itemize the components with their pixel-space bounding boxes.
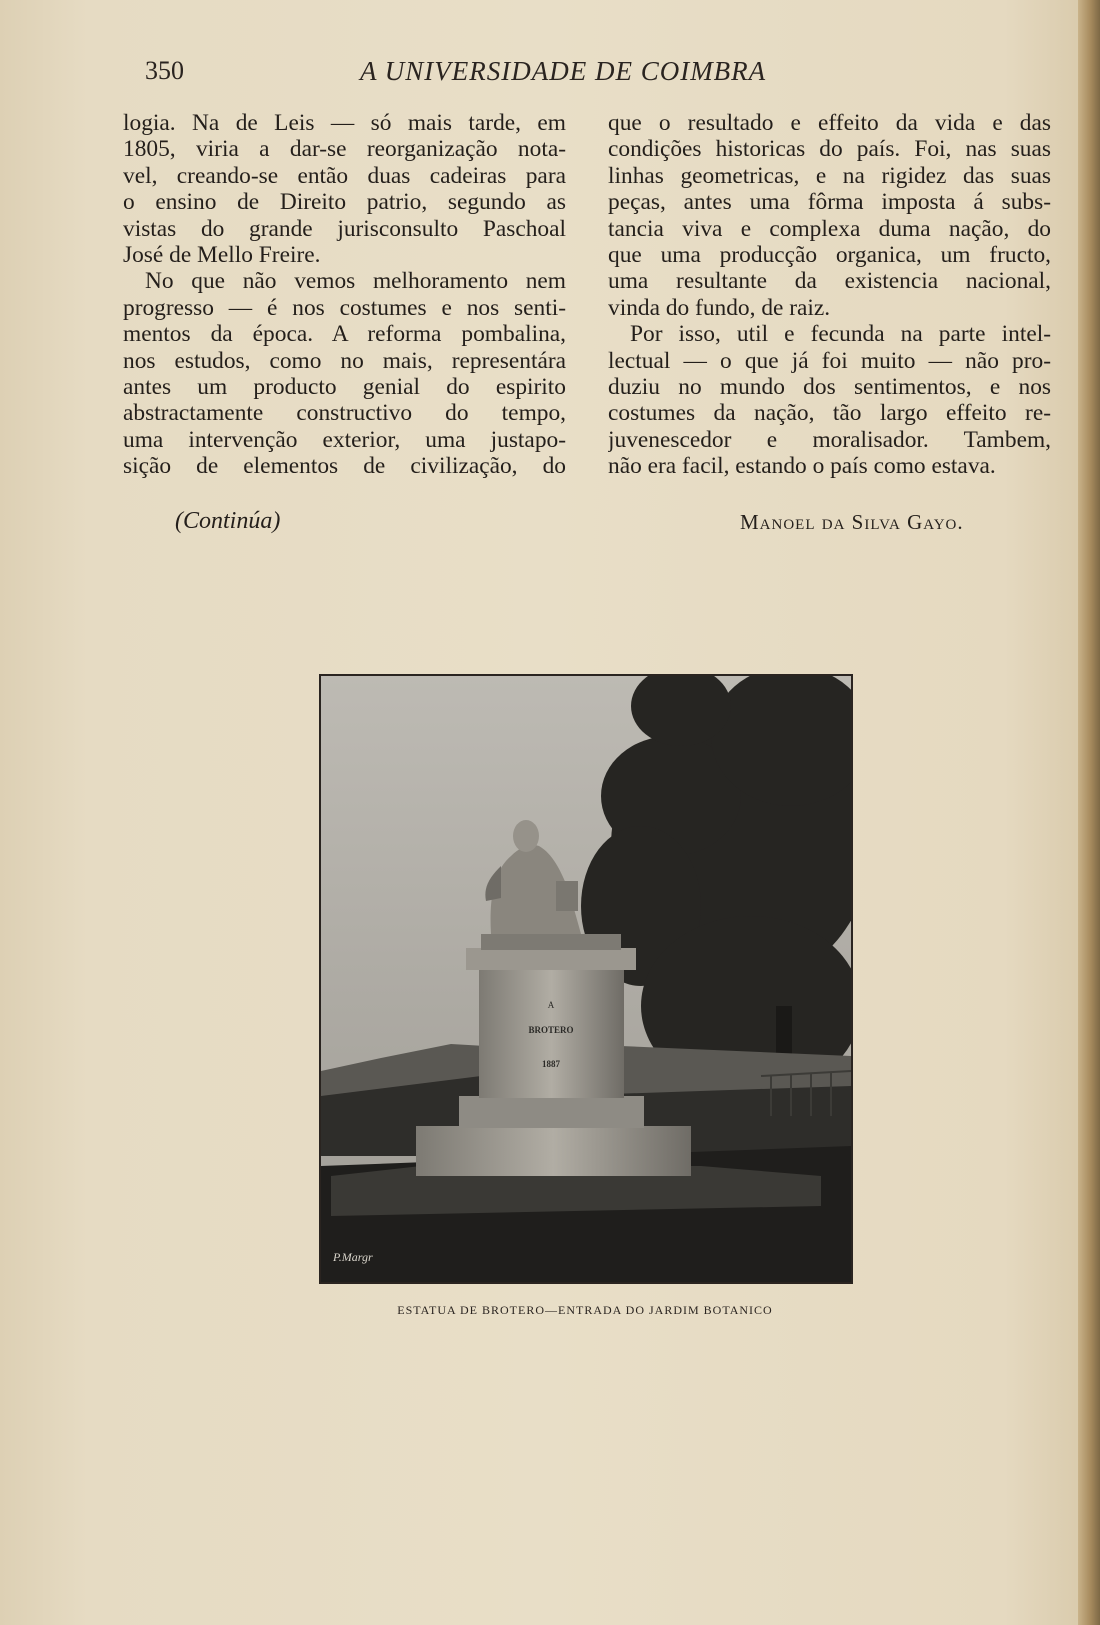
- engraver-mark: P.Margr: [333, 1250, 373, 1264]
- left-column-line: logia. Na de Leis — só mais tarde, em: [123, 110, 566, 136]
- left-column-line: mentos da época. A reforma pombalina,: [123, 321, 566, 348]
- right-column-line: Por isso, util e fecunda na parte intel-: [630, 321, 1051, 348]
- continued-note: (Continúa): [175, 508, 281, 534]
- right-column-line: tancia viva e complexa duma nação, do: [608, 215, 1051, 242]
- inscription-year: 1887: [542, 1059, 560, 1069]
- photo-caption: ESTATUA DE BROTERO—ENTRADA DO JARDIM BOTANICO: [397, 1303, 773, 1317]
- right-column-line: duziu no mundo dos sentimentos, e nos: [608, 373, 1051, 400]
- left-column-line: progresso — é nos costumes e nos senti-: [123, 294, 566, 321]
- left-column: [123, 110, 566, 479]
- right-column-line: linhas geometricas, e na rigidez das suas: [608, 162, 1051, 189]
- left-column-line: abstractamente constructivo do tempo,: [123, 400, 566, 427]
- left-column-line: antes um producto genial do espirito: [123, 373, 566, 400]
- right-column-line: condições historicas do país. Foi, nas suas: [608, 136, 1051, 163]
- right-column-line: lectual — o que já foi muito — não pro-: [608, 347, 1051, 374]
- left-column-line: No que não vemos melhoramento nem: [145, 268, 566, 295]
- right-column: [608, 110, 1051, 479]
- right-column-line: uma resultante da existencia nacional,: [608, 268, 1051, 295]
- inscription-name: BROTERO: [528, 1025, 574, 1035]
- right-column-line: não era facil, estando o país como estava.: [608, 453, 996, 480]
- right-column-line: que o resultado e effeito da vida e das: [608, 110, 1051, 136]
- right-column-line: peças, antes uma fôrma imposta á subs-: [608, 189, 1051, 216]
- left-column-line: uma intervenção exterior, uma justapo-: [123, 426, 566, 453]
- right-column-line: vinda do fundo, de raiz.: [608, 294, 831, 321]
- page-edge: [1078, 0, 1100, 1625]
- running-title: A UNIVERSIDADE DE COIMBRA: [360, 56, 767, 86]
- left-column-line: o ensino de Direito patrio, segundo as: [123, 189, 566, 216]
- page-number: 350: [145, 56, 184, 85]
- left-column-line: sição de elementos de civilização, do: [123, 453, 566, 480]
- author-signature: Manoel da Silva Gayo.: [740, 510, 964, 534]
- left-column-line: vistas do grande jurisconsulto Paschoal: [123, 215, 566, 242]
- page-header: [145, 56, 845, 96]
- left-column-line: 1805, viria a dar-se reorganização nota-: [123, 136, 566, 163]
- left-column-line: vel, creando-se então duas cadeiras para: [123, 162, 566, 189]
- left-column-line: nos estudos, como no mais, representára: [123, 347, 566, 374]
- left-column-line: José de Mello Freire.: [123, 241, 321, 268]
- statue-photograph: [319, 674, 853, 1284]
- right-column-line: que uma producção organica, um fructo,: [608, 241, 1051, 268]
- inscription-a: A: [547, 1000, 555, 1010]
- right-column-line: costumes da nação, tão largo effeito re-: [608, 400, 1051, 427]
- right-column-line: juvenescedor e moralisador. Tambem,: [608, 426, 1051, 453]
